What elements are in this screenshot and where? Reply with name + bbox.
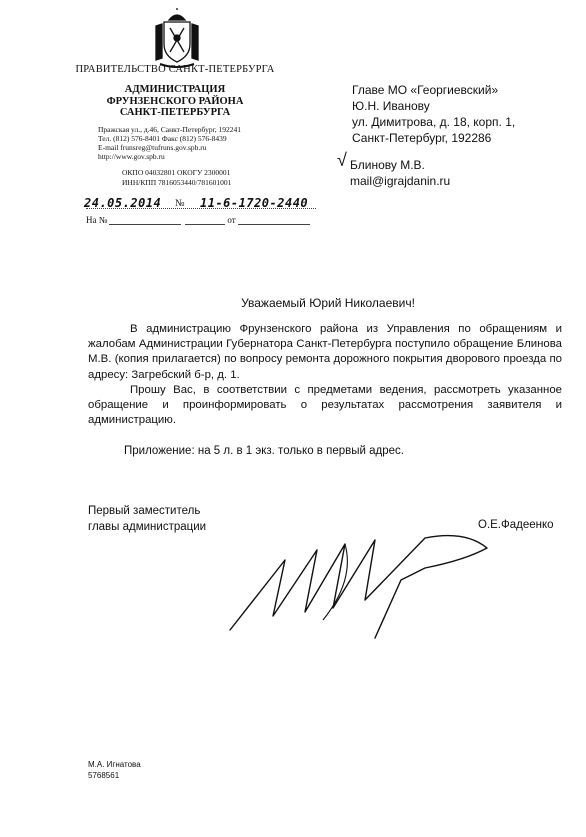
recipient-line-2: Ю.Н. Иванову xyxy=(352,99,430,113)
copy-to-name: Блинову М.В. xyxy=(350,158,425,172)
number-sign: № xyxy=(175,198,185,209)
reference-from: от xyxy=(227,215,236,225)
salutation: Уважаемый Юрий Николаевич! xyxy=(241,296,415,310)
administration-title xyxy=(60,84,290,119)
signatory-name: О.Е.Фадеенко xyxy=(478,519,554,531)
body-paragraph-1: В администрацию Фрунзенского района из Управления по обращениям и жалобам Администрации Губернатора Санкт-Петербурга поступило обращение Блинова М.В. (копия прилагается) по вопросу ремонта дорожного покрытия дворового проезда по адресу: Загребский б-р, д. 1. xyxy=(88,323,562,381)
government-title: ПРАВИТЕЛЬСТВО САНКТ-ПЕТЕРБУРГА xyxy=(75,64,275,75)
recipient-block xyxy=(352,82,515,146)
recipient-line-4: Санкт-Петербург, 192286 xyxy=(352,131,492,145)
date-underline xyxy=(86,208,316,209)
email-line: E-mail frunsreg@tufruns.gov.spb.ru xyxy=(98,143,207,152)
handwritten-date: 24.05.2014 xyxy=(84,196,162,210)
reference-blank-2 xyxy=(185,216,225,225)
registry-codes xyxy=(122,168,231,187)
coat-of-arms-emblem xyxy=(152,8,202,68)
position-line-1: Первый заместитель xyxy=(88,505,201,517)
admin-title-line-2: ФРУНЗЕНСКОГО РАЙОНА xyxy=(106,95,244,107)
handwritten-signature xyxy=(225,520,515,640)
reference-number-blank xyxy=(109,216,181,225)
reference-prefix: На № xyxy=(86,215,108,225)
executor-phone: 5768561 xyxy=(88,771,120,780)
copy-to-block xyxy=(350,157,450,189)
okpo-line: ОКПО 04032801 ОКОГУ 2300001 xyxy=(122,168,231,177)
recipient-line-1: Главе МО «Георгиевский» xyxy=(352,83,499,97)
body-paragraph-2: Прошу Вас, в соответствии с предметами ведения, рассмотреть указанное обращение и проинформировать о результатах рассмотрения заявителя и администрацию. xyxy=(88,383,562,427)
copy-to-email: mail@igrajdanin.ru xyxy=(350,174,451,188)
attachment-note: Приложение: на 5 л. в 1 экз. только в первый адрес. xyxy=(124,445,404,457)
handwritten-number: 11-6-1720-2440 xyxy=(200,196,309,210)
signatory-position xyxy=(88,503,206,535)
letter-body xyxy=(88,322,562,428)
phone-line: Тел. (812) 576-8401 Факс (812) 576-8439 xyxy=(98,134,227,143)
reference-date-blank xyxy=(238,216,310,225)
admin-title-line-1: АДМИНИСТРАЦИЯ xyxy=(124,84,226,95)
executor-block xyxy=(88,759,141,781)
address-line: Пражская ул., д.46, Санкт-Петербург, 192241 xyxy=(98,125,242,134)
checkmark-icon: √ xyxy=(337,150,347,170)
admin-title-line-3: САНКТ-ПЕТЕРБУРГА xyxy=(119,107,231,118)
inn-line: ИНН/КПП 7816053440/781601001 xyxy=(122,177,232,187)
web-line: http://www.gov.spb.ru xyxy=(98,152,165,161)
contact-block xyxy=(98,125,241,161)
reference-line xyxy=(86,215,312,225)
executor-name: М.А. Игнатова xyxy=(88,760,141,769)
position-line-2: главы администрации xyxy=(88,521,207,533)
recipient-line-3: ул. Димитрова, д. 18, корп. 1, xyxy=(352,115,516,129)
